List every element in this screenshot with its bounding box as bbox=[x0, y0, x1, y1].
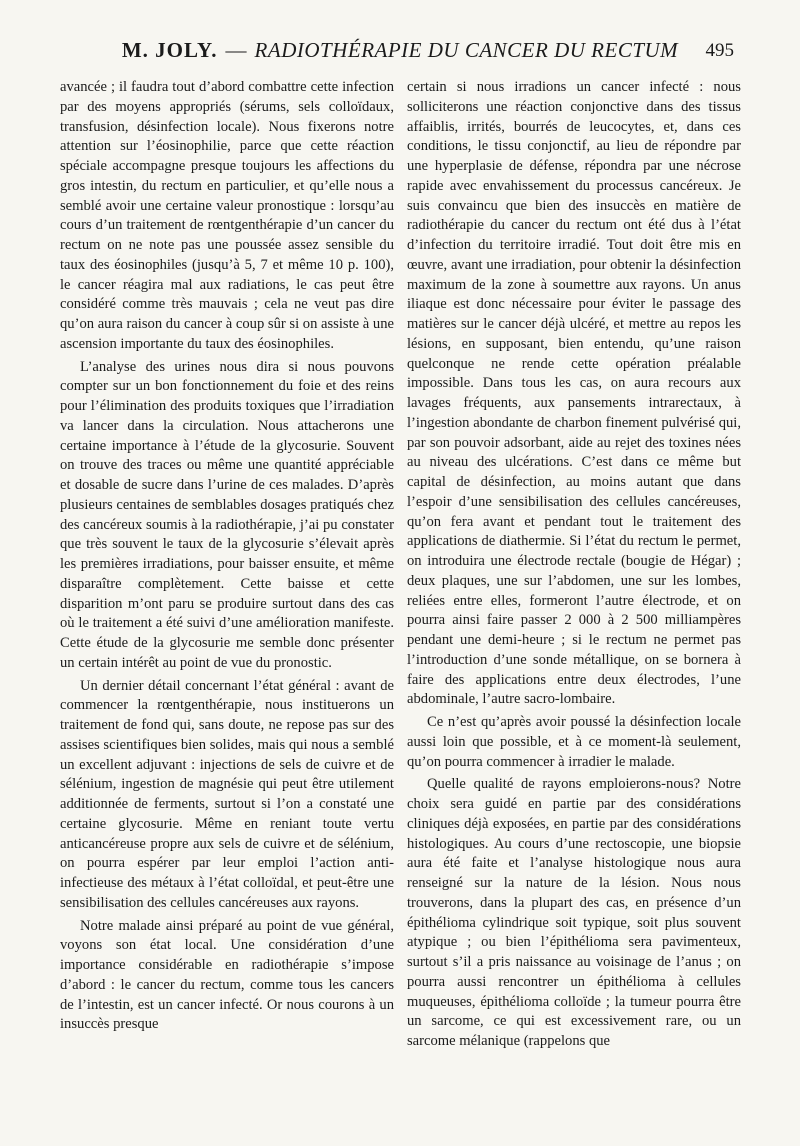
paragraph: Notre malade ainsi préparé au point de vue général, voyons son état local. Une considération d’une importance considérable en radiothérapie s’impose d’abord : le cancer du rectum, comme tous les cancers de l’intestin, est un cancer infecté. Or nous courons à un insuccès presque bbox=[60, 917, 394, 1033]
right-column bbox=[407, 78, 741, 1052]
paragraph: L’analyse des urines nous dira si nous pouvons compter sur un bon fonctionnement du foie et des reins pour l’élimination des produits toxiques que l’irradiation va lancer dans la circulation. Nous attacherons une certaine importance à l’étude de la glycosurie. Souvent on trouve des traces ou même une quantité appréciable et dosable de sucre dans l’urine de ces malades. D’après plusieurs centaines de semblables dosages pratiqués chez des cancéreux soumis à la radiothérapie, j’ai pu constater que très souvent le taux de la glycosurie s’élevait après les premières irradiations, pour baisser ensuite, et même disparaître complètement. Cette baisse et cette disparition m’ont paru se produire surtout dans des cas où le traitement a été suivi d’une amélioration manifeste. Cette étude de la glycosurie me semble donc présenter un certain intérêt au point de vue du pronostic. bbox=[60, 358, 394, 671]
paragraph: Ce n’est qu’après avoir poussé la désinfection locale aussi loin que possible, et à ce moment-là seulement, qu’on pourra commencer à irradier le malade. bbox=[407, 714, 741, 770]
paragraph: Un dernier détail concernant l’état général : avant de commencer la rœntgenthérapie, nous instituerons un traitement de fond qui, sans doute, ne repose pas sur des assises scientifiques bien solides, mais qui nous a semblé un excellent adjuvant : injections de sels de cuivre et de sélénium, ingestion de magnésie qui peut être utilement additionnée de ferments, surtout si l’on a constaté une certaine glycosurie. Même en reniant toute vertu anticancéreuse propre aux sels de cuivre et de sélénium, on pourra espérer par leur emploi l’action anti-infectieuse des métaux à l’état colloïdal, et peut-être une sensibilisation des cellules cancéreuses aux rayons. bbox=[60, 677, 394, 911]
paragraph: certain si nous irradions un cancer infecté : nous solliciterons une réaction conjonctive dans des tissus affaiblis, irrités, bourrés de leucocytes, et, dans ces conditions, le tissu conjonctif, au lieu de répondre par une hyperplasie de défense, répondra par une nécrose rapide avec envahissement du processus cancéreux. Je suis convaincu que bien des insuccès en matière de radiothérapie du cancer du rectum ont été dus à l’état d’infection du territoire irradié. Tout doit être mis en œuvre, avant une irradiation, pour obtenir la désinfection maximum de la zone à soumettre aux rayons. Un anus iliaque est donc nécessaire pour éviter le passage des matières sur le cancer déjà ulcéré, et mettre au repos les lésions, en supposant, bien entendu, qu’une raison quelconque ne rende cette opération préalable impossible. Dans tous les cas, on aura recours aux lavages fréquents, aux pansements intrarectaux, à l’ingestion abondante de charbon finement pulvérisé qui, par son pouvoir adsorbant, aide au rejet des toxines nées au niveau des ulcérations. C’est dans ce même but capital de désinfection, au moins autant que dans l’espoir d’une sensibilisation des cellules cancéreuses, qu’on fera avant et pendant tout le traitement des applications de diathermie. Si l’état du rectum le permet, on introduira une électrode rectale (bougie de Hégar) ; deux plaques, une sur l’abdomen, une sur les lombes, reliées entre elles, formeront l’autre électrode, et on pourra ainsi faire passer 2 000 à 2 500 milliampères pendant une demi-heure ; si le rectum ne permet pas l’introduction d’une sonde métallique, on se bornera à faire des applications entre deux électrodes, l’une abdominale, l’autre sacro-lombaire. bbox=[407, 79, 741, 708]
running-header bbox=[60, 38, 740, 63]
header-author: M. JOLY. bbox=[121, 38, 218, 62]
header-title: RADIOTHÉRAPIE DU CANCER DU RECTUM bbox=[254, 38, 679, 62]
paragraph: avancée ; il faudra tout d’abord combattre cette infection par des moyens appropriés (sérums, sels colloïdaux, transfusion, désinfection locale). Nous fixerons notre attention sur l’éosinophilie, parce que cette réaction spéciale accompagne presque toujours les affections du gros intestin, du rectum en particulier, et qu’elle nous a semblé avoir une certaine valeur pronostique : lorsqu’au cours d’un traitement de rœntgenthérapie d’un cancer du rectum on ne note pas une poussée assez sensible du taux des éosinophiles (jusqu’à 5, 7 et même 10 p. 100), le cancer réagira mal aux radiations, le cas peut être considéré comme très mauvais ; cela ne veut pas dire qu’on aura raison du cancer à coup sûr si on assiste à une ascension importante du taux des éosinophiles. bbox=[60, 79, 394, 352]
page-number: 495 bbox=[705, 40, 734, 61]
paragraph: Quelle qualité de rayons emploierons-nous? Notre choix sera guidé en partie par des considérations cliniques déjà exposées, en partie par des considérations histologiques. Au cours d’une rectoscopie, une biopsie aura été faite et l’analyse histologique nous aura renseigné sur la nature de la lésion. Nous nous trouverons, dans la plupart des cas, en présence d’un épithélioma cylindrique soit typique, soit plus souvent atypique ; ou bien l’épithélioma sera pavimenteux, surtout s’il a pris naissance au voisinage de l’anus ; on pourra aussi rencontrer un épithélioma à cellules muqueuses, épithélioma colloïde ; la tumeur pourra être un sarcome, ce qui est excessivement rare, ou un sarcome mélanique (rappelons que bbox=[407, 776, 741, 1049]
left-column bbox=[60, 78, 394, 1035]
header-dash: — bbox=[225, 38, 247, 62]
